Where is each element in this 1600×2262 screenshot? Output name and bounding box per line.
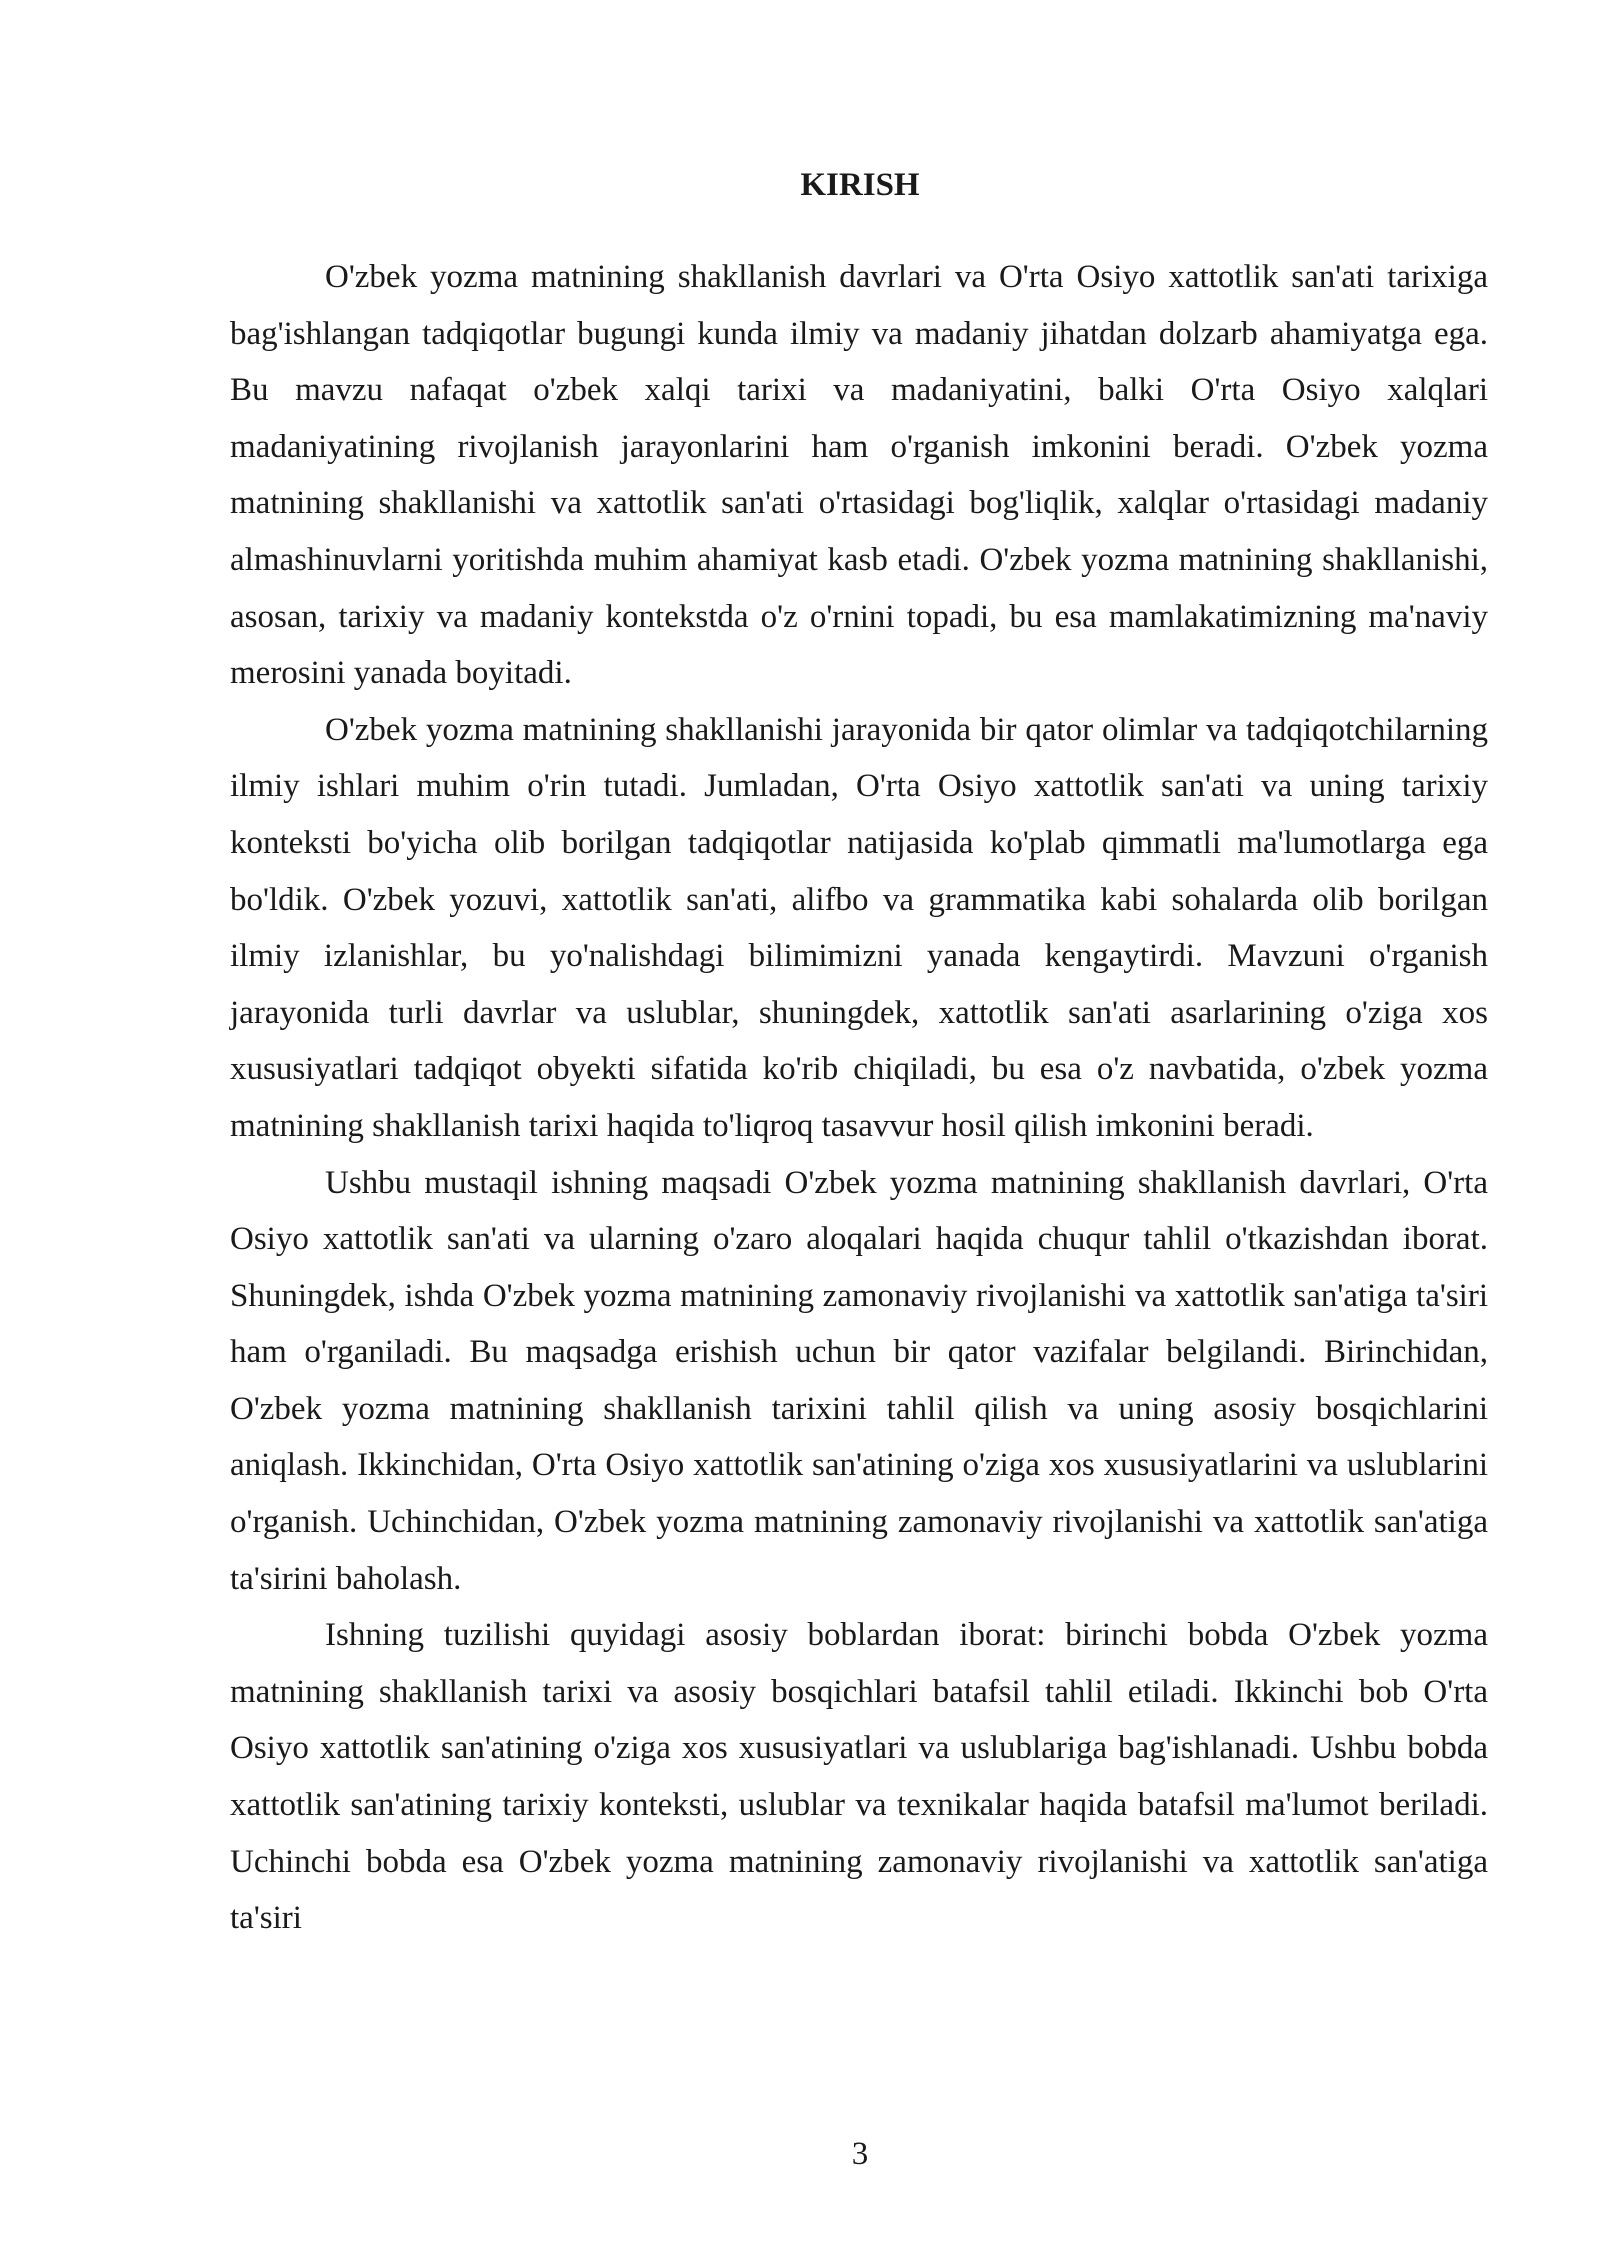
paragraph: Ushbu mustaqil ishning maqsadi O'zbek yozma matnining shakllanish davrlari, O'rta Osiyo xattotlik san'ati va ularning o'zaro aloqalari haqida chuqur tahlil o'tkazishdan iborat. Shuningdek, ishda O'zbek yozma matnining zamonaviy rivojlanishi va xattotlik san'atiga ta'siri ham o'rganiladi. Bu maqsadga erishish uchun bir qator vazifalar belgilandi. Birinchidan, O'zbek yozma matnining shakllanish tarixini tahlil qilish va uning asosiy bosqichlarini aniqlash. Ikkinchidan, O'rta Osiyo xattotlik san'atining o'ziga xos xususiyatlarini va uslublarini o'rganish. Uchinchidan, O'zbek yozma matnining zamonaviy rivojlanishi va xattotlik san'atiga ta'sirini baholash. xyxy=(230,1164,1488,1597)
paragraph: Ishning tuzilishi quyidagi asosiy boblardan iborat: birinchi bobda O'zbek yozma matnining shakllanish tarixi va asosiy bosqichlari batafsil tahlil etiladi. Ikkinchi bob O'rta Osiyo xattotlik san'atining o'ziga xos xususiyatlari va uslublariga bag'ishlanadi. Ushbu bobda xattotlik san'atining tarixiy konteksti, uslublar va texnikalar haqida batafsil ma'lumot beriladi. Uchinchi bobda esa O'zbek yozma matnining zamonaviy rivojlanishi va xattotlik san'atiga ta'siri xyxy=(230,1617,1488,1937)
paragraph: O'zbek yozma matnining shakllanishi jarayonida bir qator olimlar va tadqiqotchilarning ilmiy ishlari muhim o'rin tutadi. Jumladan, O'rta Osiyo xattotlik san'ati va uning tarixiy konteksti bo'yicha olib borilgan tadqiqotlar natijasida ko'plab qimmatli ma'lumotlarga ega bo'ldik. O'zbek yozuvi, xattotlik san'ati, alifbo va grammatika kabi sohalarda olib borilgan ilmiy izlanishlar, bu yo'nalishdagi bilimimizni yanada kengaytirdi. Mavzuni o'rganish jarayonida turli davrlar va uslublar, shuningdek, xattotlik san'ati asarlarining o'ziga xos xususiyatlari tadqiqot obyekti sifatida ko'rib chiqiladi, bu esa o'z navbatida, o'zbek yozma matnining shakllanish tarixi haqida to'liqroq tasavvur hosil qilish imkonini beradi. xyxy=(230,711,1488,1144)
page-title: KIRISH xyxy=(800,167,920,203)
paragraph: O'zbek yozma matnining shakllanish davrlari va O'rta Osiyo xattotlik san'ati tarixiga bag'ishlangan tadqiqotlar bugungi kunda ilmiy va madaniy jihatdan dolzarb ahamiyatga ega. Bu mavzu nafaqat o'zbek xalqi tarixi va madaniyatini, balki O'rta Osiyo xalqlari madaniyatining rivojlanish jarayonlarini ham o'rganish imkonini beradi. O'zbek yozma matnining shakllanishi va xattotlik san'ati o'rtasidagi bog'liqlik, xalqlar o'rtasidagi madaniy almashinuvlarni yoritishda muhim ahamiyat kasb etadi. O'zbek yozma matnining shakllanishi, asosan, tarixiy va madaniy kontekstda o'z o'rnini topadi, bu esa mamlakatimizning ma'naviy merosini yanada boyitadi. xyxy=(230,259,1488,692)
document-body xyxy=(230,249,1488,1947)
page-number: 3 xyxy=(851,2136,869,2172)
